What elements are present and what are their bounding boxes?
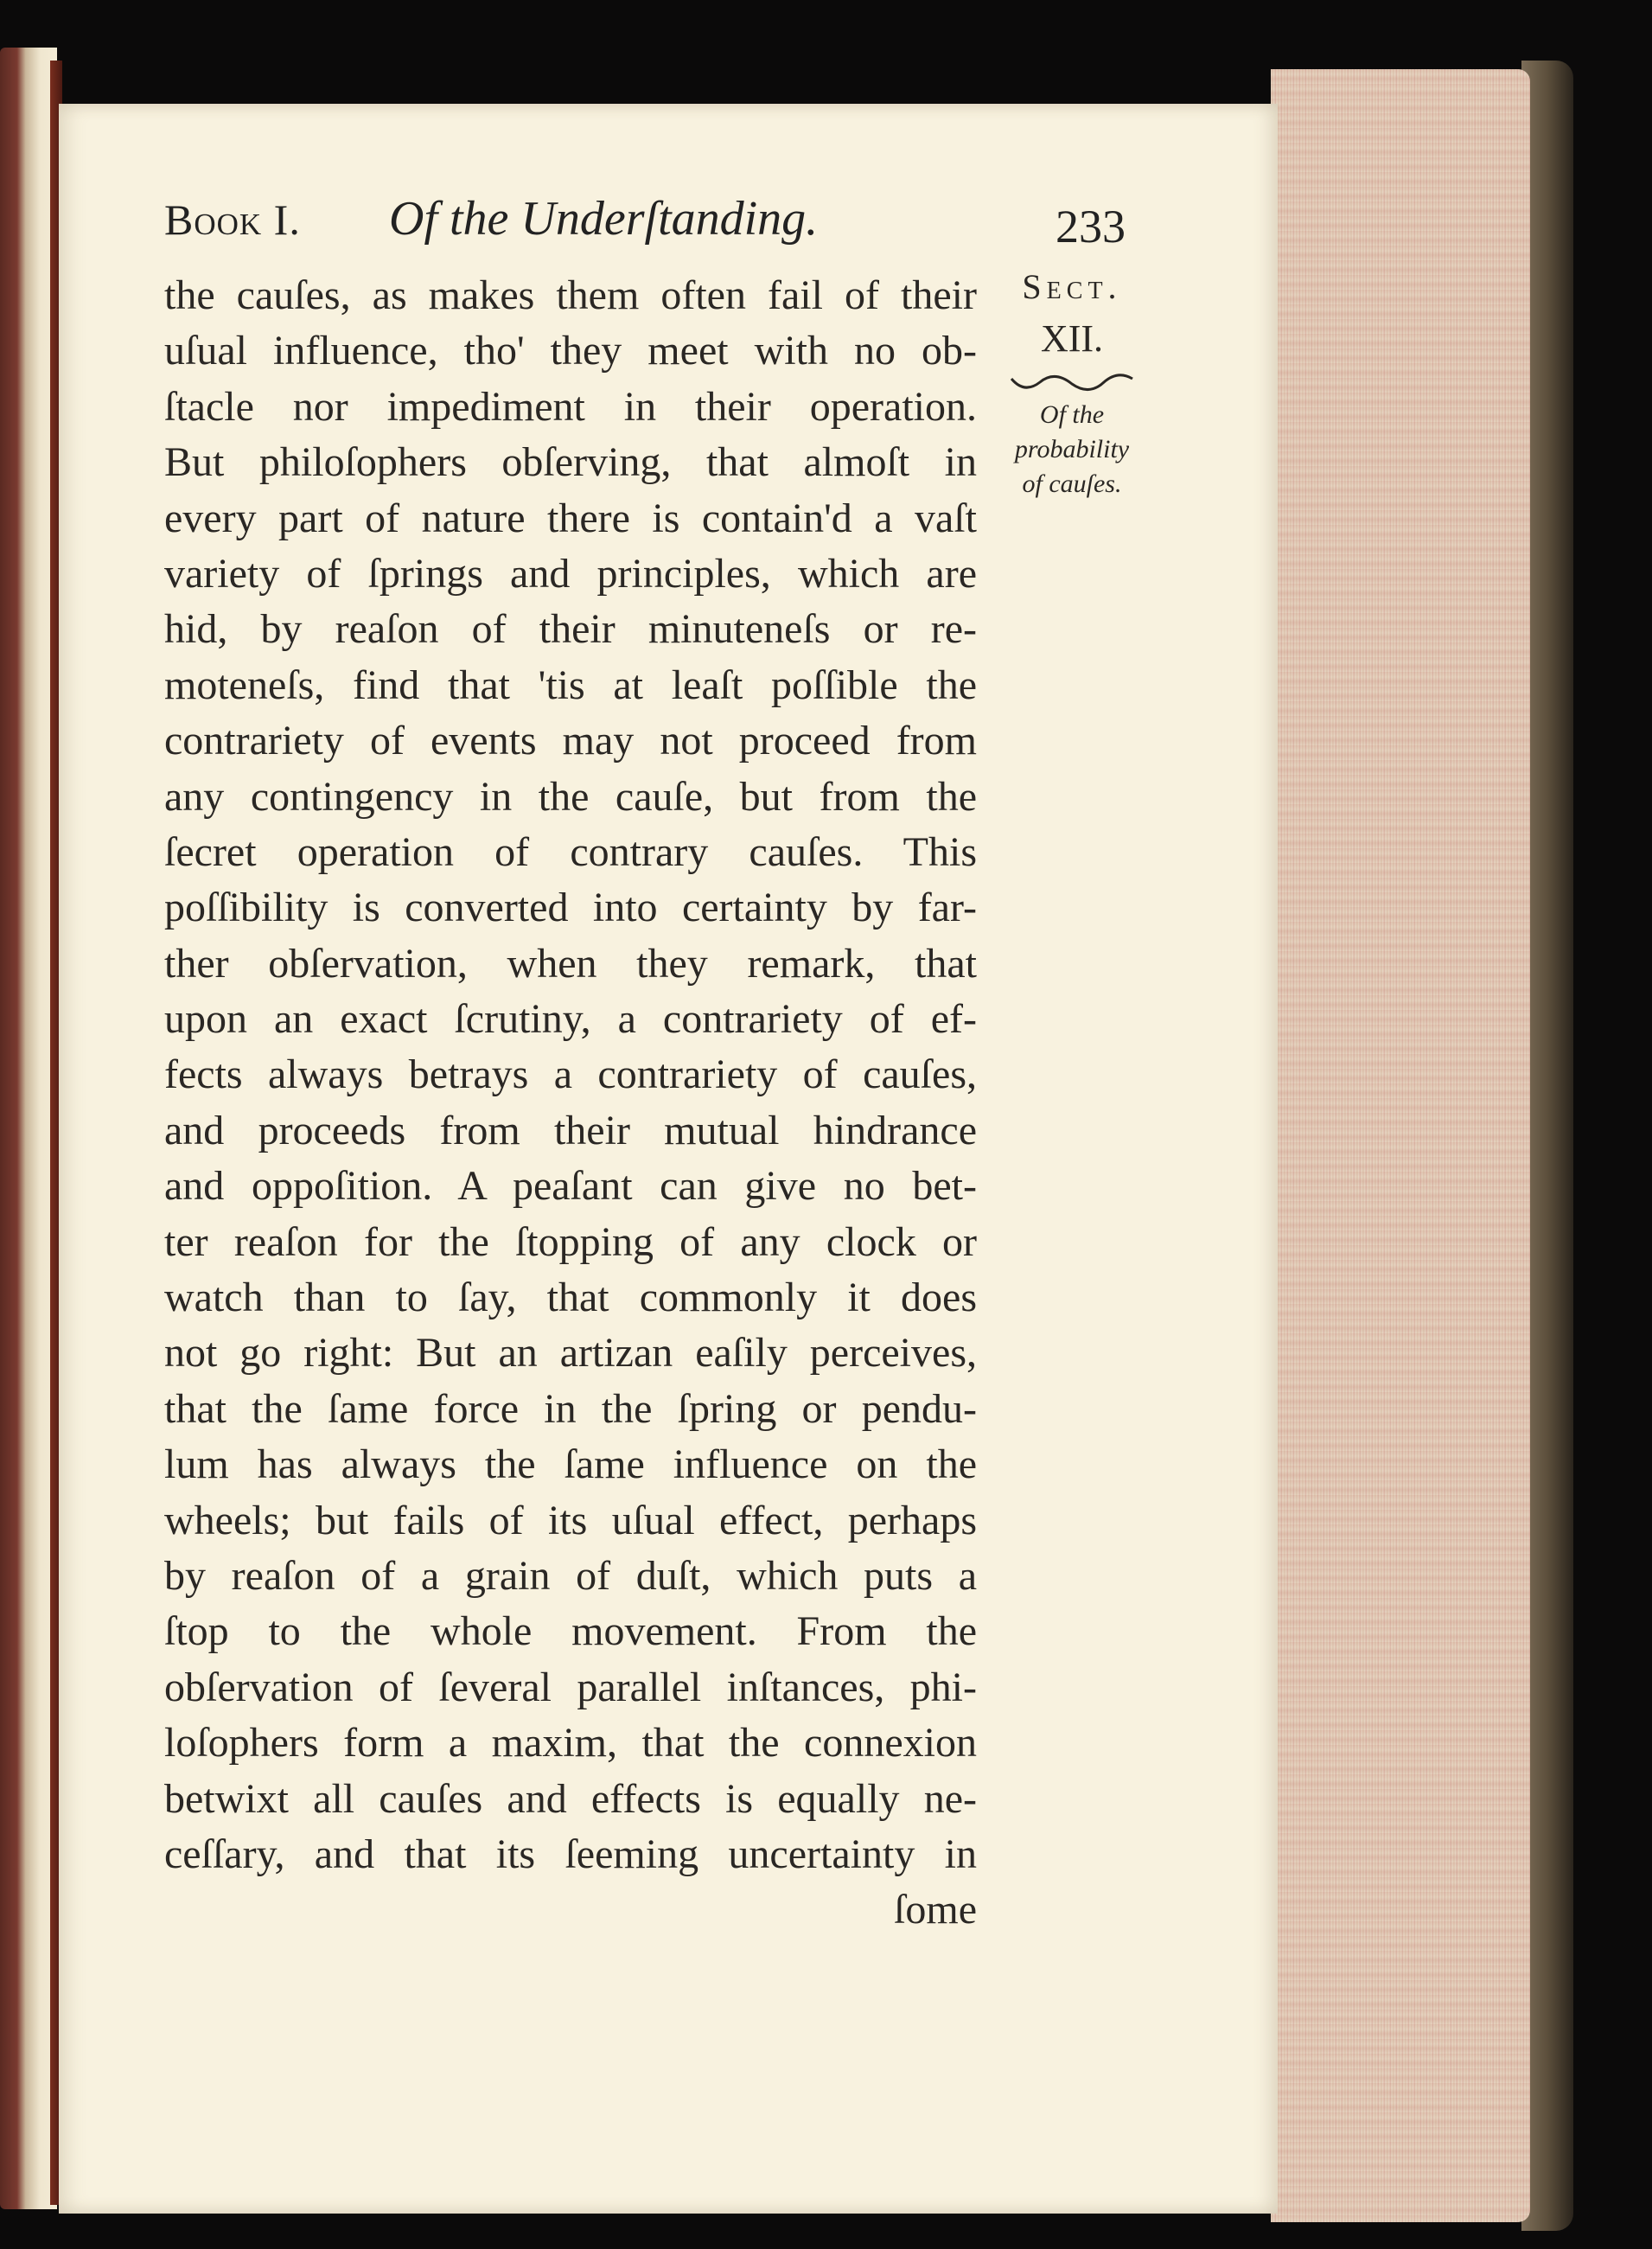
text-line: ſtop to the whole movement. From the (164, 1608, 977, 1655)
margin-note-line: probability (1014, 435, 1130, 463)
text-line: that the ſame force in the ſpring or pendu- (164, 1385, 977, 1432)
catchword: ſome (894, 1887, 977, 1933)
margin-note-line: Of the (1039, 400, 1105, 429)
page-edge-speckle (1271, 69, 1530, 2222)
body-text (164, 268, 977, 1939)
text-line: the cauſes, as makes them often fail of their (164, 272, 977, 318)
section-number: XII. (1040, 317, 1104, 360)
running-header (164, 192, 1126, 264)
margin-note-block (990, 259, 1154, 502)
text-line: every part of nature there is contain'd a vaſt (164, 495, 977, 541)
text-line: betwixt all cauſes and effects is equally ne- (164, 1775, 977, 1822)
text-line: contrariety of events may not proceed from (164, 718, 977, 764)
text-line: not go right: But an artizan eaſily perceives, (164, 1330, 977, 1377)
running-title: Of the Underſtanding. (389, 192, 819, 246)
text-line: and oppoſition. A peaſant can give no bet- (164, 1163, 977, 1210)
flourish-ornament (1007, 368, 1137, 398)
text-line: variety of ſprings and principles, which are (164, 550, 977, 597)
text-line: wheels; but fails of its uſual effect, perhaps (164, 1497, 977, 1543)
text-line: ceſſary, and that its ſeeming uncertainty in (164, 1831, 977, 1877)
margin-note-line: of cauſes. (1022, 470, 1122, 498)
text-line: any contingency in the cauſe, but from the (164, 773, 977, 820)
text-line: uſual influence, tho' they meet with no ob- (164, 328, 977, 374)
book-label: Book I. (164, 195, 301, 244)
text-line: hid, by reaſon of their minuteneſs or re- (164, 606, 977, 653)
text-line: fects always betrays a contrariety of cauſes, (164, 1051, 977, 1098)
text-line: loſophers form a maxim, that the connexion (164, 1720, 977, 1767)
text-line: lum has always the ſame influence on the (164, 1441, 977, 1488)
text-line: ſtacle nor impediment in their operation. (164, 383, 977, 430)
left-page-edge (0, 48, 57, 2209)
text-line: and proceeds from their mutual hindrance (164, 1107, 977, 1153)
text-line: obſervation of ſeveral parallel inſtances, phi- (164, 1664, 977, 1710)
page-number: 233 (1056, 201, 1126, 252)
text-line: poſſibility is converted into certainty by far- (164, 885, 977, 931)
text-line: ſecret operation of contrary cauſes. This (164, 828, 977, 875)
text-line: ter reaſon for the ſtopping of any clock or (164, 1218, 977, 1265)
text-line: upon an exact ſcrutiny, a contrariety of ef- (164, 996, 977, 1043)
text-line: by reaſon of a grain of duſt, which puts a (164, 1552, 977, 1599)
text-line: ther obſervation, when they remark, that (164, 940, 977, 987)
text-line: But philoſophers obſerving, that almoſt in (164, 439, 977, 486)
section-label: Sect. (1022, 267, 1122, 306)
text-line: watch than to ſay, that commonly it does (164, 1275, 977, 1321)
text-line: moteneſs, find that 'tis at leaſt poſſible the (164, 661, 977, 708)
